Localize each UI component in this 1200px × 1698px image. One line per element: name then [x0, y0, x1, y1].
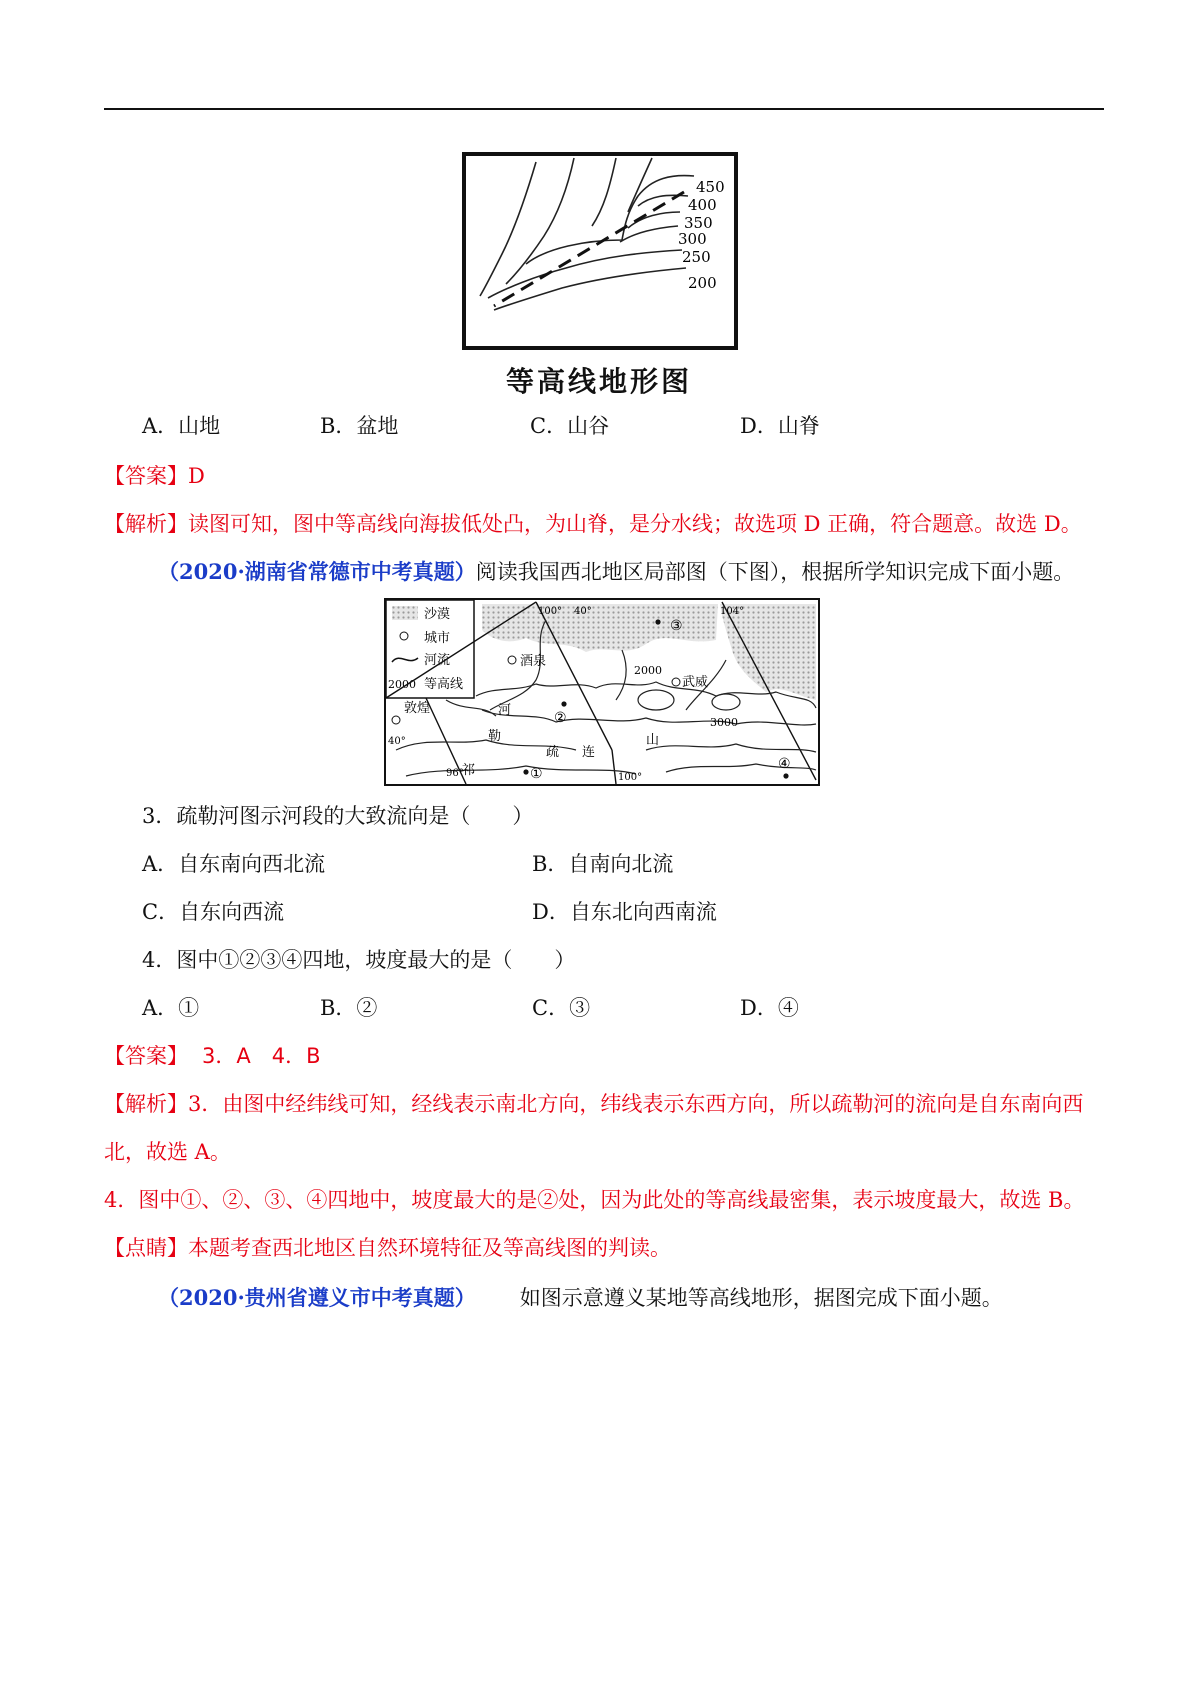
q3-option-b: B．自南向北流	[532, 852, 674, 876]
option-c: C．山谷	[530, 414, 610, 438]
contour-map-figure	[462, 152, 738, 350]
point-dot	[783, 773, 788, 778]
option-b: B．盆地	[320, 414, 399, 438]
point-dot	[523, 769, 528, 774]
longitude-label: 96°	[446, 768, 464, 779]
analysis-tag: 【解析】	[104, 1092, 188, 1116]
analysis-text: 读图可知，图中等高线向海拔低处凸，为山脊，是分水线；故选项 D 正确，符合题意。故选 D。	[188, 512, 1082, 536]
section2-source: （2020·湖南省常德市中考真题）	[158, 559, 476, 584]
answer-tag: 【答案】	[104, 1044, 188, 1068]
city-icon	[392, 716, 400, 724]
city-label: 敦煌	[404, 701, 431, 716]
figure-caption: 等高线地形图	[505, 365, 692, 398]
contour-label: 250	[682, 248, 711, 266]
northwest-map-drawing	[386, 600, 818, 784]
q3-option-c: C．自东向西流	[142, 900, 285, 924]
map-label: 连	[582, 745, 596, 760]
city-label: 酒泉	[520, 654, 547, 669]
section3-header	[158, 1284, 1003, 1312]
comment-line	[104, 1234, 671, 1262]
legend-city: 城市	[424, 631, 451, 646]
option-a: A．山地	[142, 414, 221, 438]
contour-label: 200	[688, 274, 717, 292]
longitude-label: 100°	[538, 606, 563, 617]
answer-value: 3．A 4．B	[202, 1044, 321, 1068]
point-label: ③	[670, 618, 683, 634]
section3-source: （2020·贵州省遵义市中考真题）	[158, 1285, 476, 1310]
longitude-label: 100°	[618, 772, 643, 783]
point-label: ①	[530, 766, 543, 782]
section2-intro: 阅读我国西北地区局部图（下图），根据所学知识完成下面小题。	[475, 560, 1075, 584]
desert-area	[720, 604, 816, 700]
city-label: 武威	[682, 675, 709, 690]
contour-value: 2000	[634, 664, 662, 677]
legend-desert: 沙漠	[424, 607, 451, 622]
header-rule	[104, 108, 1104, 110]
contour-label: 450	[696, 178, 725, 196]
answer-value: D	[188, 464, 205, 488]
contour-value: 3000	[710, 716, 738, 729]
legend-contour: 等高线	[424, 677, 464, 692]
q4-stem: 4．图中①②③④四地，坡度最大的是（ ）	[142, 948, 576, 972]
q3-option-a: A．自东南向西北流	[142, 852, 326, 876]
legend-river: 河流	[424, 653, 451, 668]
contour-label: 350	[684, 214, 713, 232]
latitude-label: 40°	[388, 736, 406, 747]
map-label: 疏	[546, 745, 560, 760]
map-label: 祁	[462, 763, 476, 778]
city-icon	[508, 656, 516, 664]
section2-analysis-line	[104, 1090, 1083, 1118]
q4-option-d: D．④	[740, 996, 799, 1020]
answer-line	[104, 462, 205, 490]
longitude-label: 104°	[720, 606, 745, 617]
city-icon	[672, 678, 680, 686]
answer-tag: 【答案】	[104, 464, 188, 488]
q4-option-a: A．①	[142, 996, 200, 1020]
map-label: 山	[646, 733, 660, 748]
legend-desert-swatch	[392, 606, 418, 620]
map-label: 河	[498, 703, 512, 718]
comment-text: 本题考查西北地区自然环境特征及等高线图的判读。	[188, 1236, 671, 1260]
contour-map-drawing	[466, 156, 734, 346]
point-label: ④	[778, 756, 791, 772]
comment-tag: 【点睛】	[104, 1236, 188, 1260]
analysis3-line1: 3．由图中经纬线可知，经线表示南北方向，纬线表示东西方向，所以疏勒河的流向是自东南向西	[188, 1092, 1084, 1116]
latitude-label: 40°	[574, 606, 592, 617]
analysis-tag: 【解析】	[104, 512, 188, 536]
analysis-line	[104, 510, 1082, 538]
contour-label: 300	[678, 230, 707, 248]
q3-stem: 3．疏勒河图示河段的大致流向是（ ）	[142, 804, 534, 828]
section2-answer-line	[104, 1042, 321, 1070]
analysis4: 4．图中①、②、③、④四地中，坡度最大的是②处，因为此处的等高线最密集，表示坡度最大，故选 B。	[104, 1188, 1085, 1212]
q4-option-c: C．③	[532, 996, 591, 1020]
point-label: ②	[554, 710, 567, 726]
point-dot	[561, 701, 566, 706]
section3-intro: 如图示意遵义某地等高线地形，据图完成下面小题。	[519, 1286, 1003, 1310]
northwest-map-figure	[384, 598, 820, 786]
desert-area	[482, 604, 718, 652]
map-label: 勒	[488, 729, 502, 744]
analysis3-line2: 北，故选 A。	[104, 1140, 231, 1164]
q4-option-b: B．②	[320, 996, 378, 1020]
q3-option-d: D．自东北向西南流	[532, 900, 717, 924]
point-dot	[655, 619, 660, 624]
contour-label: 400	[688, 196, 717, 214]
legend-contour-value: 2000	[388, 678, 416, 691]
section2-header	[158, 558, 1074, 586]
option-d: D．山脊	[740, 414, 820, 438]
